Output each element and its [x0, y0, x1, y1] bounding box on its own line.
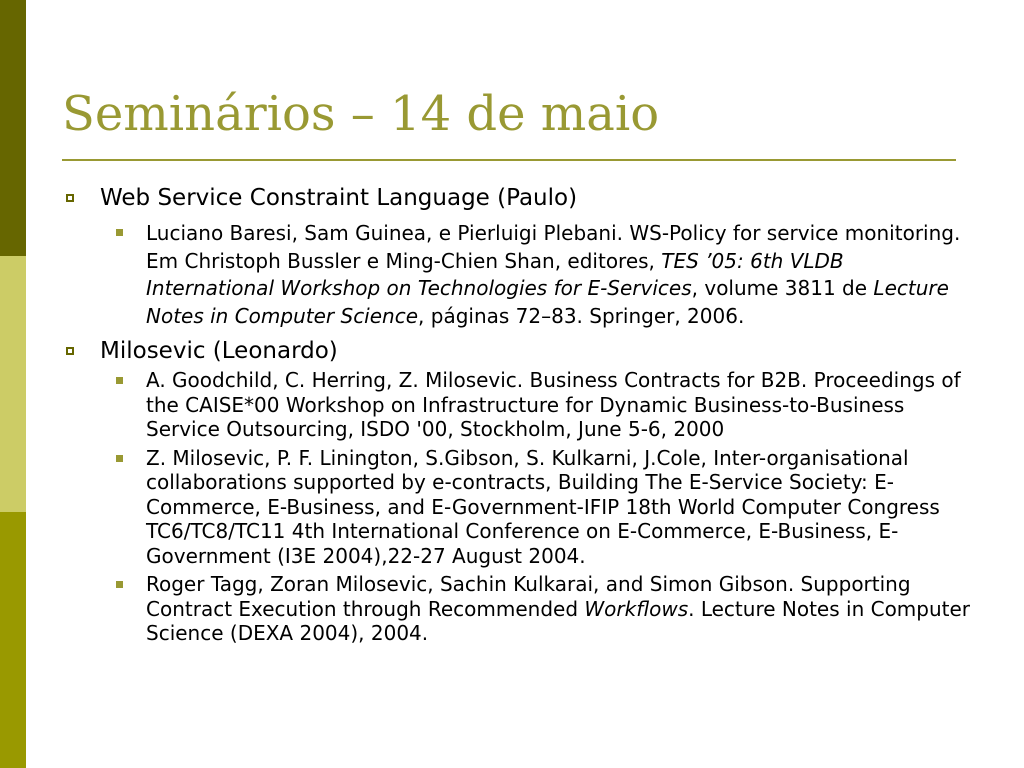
side-band-top [0, 0, 26, 256]
topic-item [62, 336, 962, 366]
topic-heading: Milosevic (Leonardo) [100, 338, 338, 364]
square-bullet-icon [116, 229, 123, 236]
hollow-square-bullet-icon [66, 194, 74, 202]
reference-italic: Lecture Notes in Computer Science [146, 276, 949, 328]
title-divider [62, 159, 956, 161]
reference-item [146, 368, 976, 442]
topic-heading: Web Service Constraint Language (Paulo) [100, 185, 578, 211]
reference-item [146, 572, 976, 646]
square-bullet-icon [116, 455, 123, 462]
reference-italic: Workflows [584, 596, 689, 621]
square-bullet-icon [116, 377, 123, 384]
reference-text: Roger Tagg, Zoran Milosevic, Sachin Kulkarai, and Simon Gibson. Supporting Contract Execution through Recommended Workflows. Lecture Notes in Computer Science (DEXA 2004), 2004. [146, 572, 971, 645]
square-bullet-icon [116, 581, 123, 588]
slide-title: Seminários – 14 de maio [62, 86, 660, 142]
reference-text: Z. Milosevic, P. F. Linington, S.Gibson, S. Kulkarni, J.Cole, Inter-organisational collaborations supported by e-contracts, Building The E-Service Society: E-Commerce, E-Business, and E-Government-IFIP 18th World Computer Congress TC6/TC8/TC11 4th International Conference on E-Commerce, E-Business, E-Government (I3E 2004),22-27 August 2004. [146, 445, 940, 568]
side-band-bottom [0, 512, 26, 768]
reference-text: A. Goodchild, C. Herring, Z. Milosevic. Business Contracts for B2B. Proceedings of the CAISE*00 Workshop on Infrastructure for Dynamic Business-to-Business Service Outsourcing, ISDO '00, Stockholm, June 5-6, 2000 [146, 368, 961, 441]
hollow-square-bullet-icon [66, 347, 74, 355]
reference-italic: TES ’05: 6th VLDB International Workshop on Technologies for E-Services [146, 248, 844, 300]
side-band-middle [0, 256, 26, 512]
reference-item [146, 446, 976, 569]
topic-item [62, 183, 962, 213]
slide-content [62, 183, 971, 646]
reference-item [146, 220, 976, 330]
reference-text: Luciano Baresi, Sam Guinea, e Pierluigi Plebani. WS-Policy for service monitoring. Em Christoph Bussler e Ming-Chien Shan, editores, TES ’05: 6th VLDB International Workshop on Technologies for E-Services, volume 3811 de Lecture Notes in Computer Science, páginas 72–83. Springer, 2006. [146, 221, 961, 328]
